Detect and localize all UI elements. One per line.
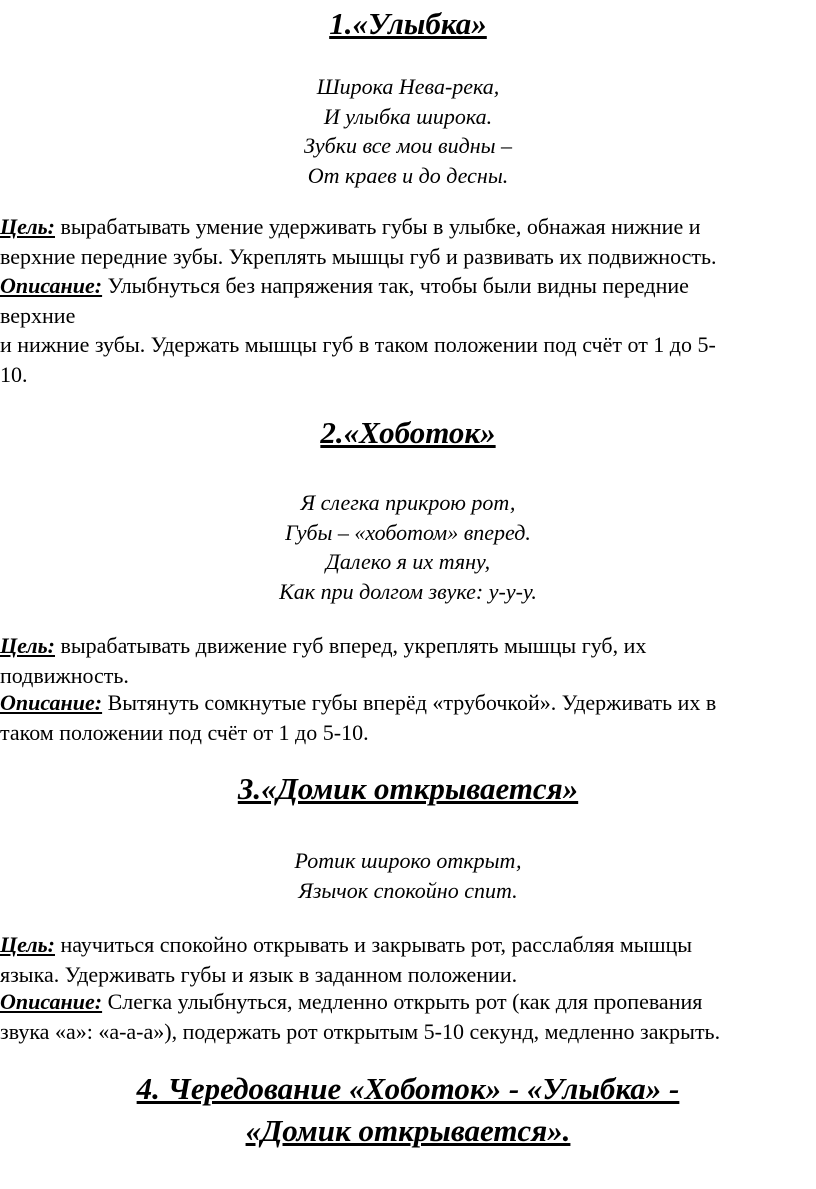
description-text: Вытянуть сомкнутые губы вперёд «трубочкой». Удерживать их в	[102, 690, 717, 715]
goal-text: языка. Удерживать губы и язык в заданном положении.	[0, 961, 518, 987]
exercise-1-title: 1.«Улыбка»	[329, 6, 487, 41]
exercise-3-title: 3.«Домик открывается»	[237, 771, 579, 806]
description-label: Описание:	[0, 273, 103, 298]
description-label: Описание:	[0, 690, 103, 715]
exercise-2-goal	[0, 631, 812, 690]
exercise-1-poem	[0, 72, 816, 190]
goal-text: вырабатывать движение губ вперед, укреплять мышцы губ, их	[55, 633, 647, 658]
description-label: Описание:	[0, 989, 103, 1014]
exercise-3-goal	[0, 930, 812, 989]
goal-text: верхние передние зубы. Укреплять мышцы губ и развивать их подвижность.	[0, 243, 717, 269]
exercise-2-poem	[0, 488, 816, 606]
exercise-4-title-line-1: 4. Чередование «Хоботок» - «Улыбка» -	[136, 1071, 680, 1106]
poem-line: Я слегка прикрою рот,	[300, 490, 516, 515]
poem-line: Широка Нева-река,	[316, 74, 500, 99]
description-text: верхние	[0, 302, 76, 328]
exercise-2-description	[0, 688, 812, 747]
goal-text: научиться спокойно открывать и закрывать рот, расслабляя мышцы	[55, 932, 693, 957]
exercise-3-description	[0, 987, 812, 1046]
description-text: Слегка улыбнуться, медленно открыть рот (как для пропевания	[102, 989, 703, 1014]
goal-label: Цель:	[0, 932, 55, 957]
goal-label: Цель:	[0, 214, 55, 239]
poem-line: Губы – «хоботом» вперед.	[285, 519, 531, 545]
poem-line: Язычок спокойно спит.	[298, 877, 518, 903]
poem-line: От краев и до десны.	[307, 162, 509, 188]
poem-line: Далеко я их тяну,	[325, 549, 491, 574]
goal-text: вырабатывать умение удерживать губы в улыбке, обнажая нижние и	[55, 214, 701, 239]
description-text: 10.	[0, 361, 28, 387]
poem-line: Ротик широко открыт,	[294, 848, 522, 873]
poem-line: Зубки все мои видны –	[303, 133, 513, 158]
description-text: и нижние зубы. Удержать мышцы губ в таком положении под счёт от 1 до 5-	[0, 332, 716, 357]
description-text: таком положении под счёт от 1 до 5-10.	[0, 719, 369, 745]
poem-line: И улыбка широка.	[323, 103, 493, 129]
exercise-1-goal	[0, 212, 812, 271]
goal-text: подвижность.	[0, 662, 129, 688]
exercise-1-description	[0, 271, 812, 389]
exercise-2-title: 2.«Хоботок»	[320, 415, 496, 450]
poem-line: Как при долгом звуке: у-у-у.	[279, 578, 537, 604]
goal-label: Цель:	[0, 633, 55, 658]
description-text: Улыбнуться без напряжения так, чтобы были видны передние	[102, 273, 689, 298]
exercise-3-poem	[0, 846, 816, 905]
description-text: звука «а»: «а-а-а»), подержать рот открытым 5-10 секунд, медленно закрыть.	[0, 1018, 721, 1044]
exercise-4-title-line-2: «Домик открывается».	[245, 1113, 571, 1148]
